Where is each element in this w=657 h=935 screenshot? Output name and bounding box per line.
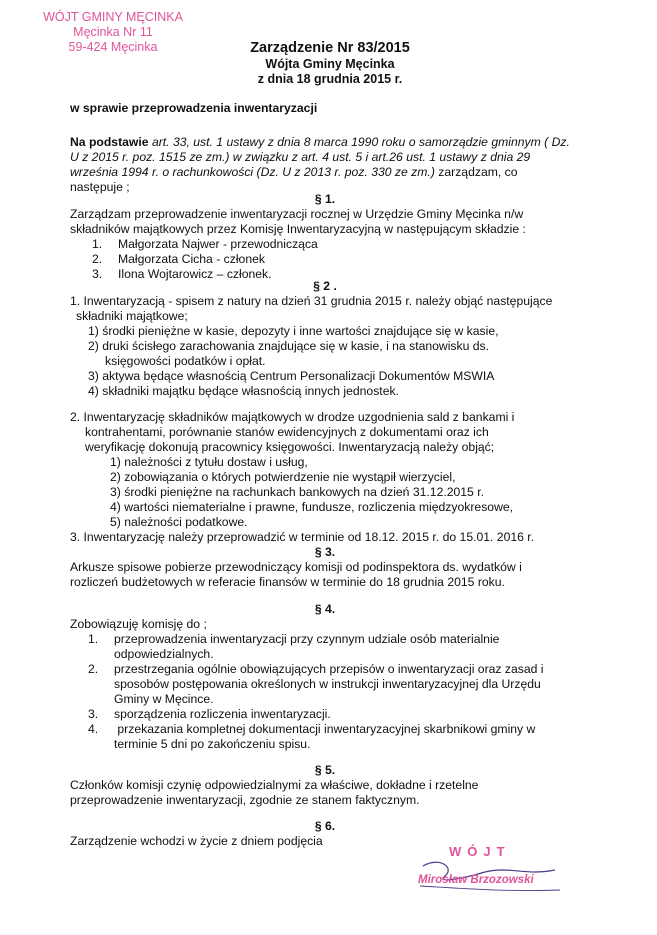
balance-item: 5) należności podatkowe. <box>110 515 248 529</box>
signature-title: WÓJT <box>449 844 511 859</box>
office-stamp <box>38 10 188 55</box>
member-item: 1. Małgorzata Najwer - przewodnicząca <box>92 237 318 251</box>
section-3-heading: § 3. <box>314 545 336 559</box>
section-1-line-1: Zarządzam przeprowadzenie inwentaryzacji rocznej w Urzędzie Gminy Męcinka n/w <box>70 207 524 221</box>
section-2-heading: § 2 . <box>313 279 337 293</box>
asset-item: 4) składniki majątku będące własnością innych jednostek. <box>88 384 399 398</box>
member-item: 3. Ilona Wojtarowicz – członek. <box>92 267 272 281</box>
section-5-line-2: przeprowadzenie inwentaryzacji, zgodnie ze stanem faktycznym. <box>70 793 420 807</box>
duty-item-continuation: sposobów postępowania określonych w instrukcji inwentaryzacyjnej dla Urzędu <box>114 677 541 691</box>
section-3-line-2: rozliczeń budżetowych w referacie finansów w terminie do 18 grudnia 2015 roku. <box>70 575 505 589</box>
balance-item: 3) środki pieniężne na rachunkach bankowych na dzień 31.12.2015 r. <box>110 485 484 499</box>
duty-item: 2. przestrzegania ogólnie obowiązujących przepisów o inwentaryzacji oraz zasad i <box>88 662 544 676</box>
preamble-text-3-tail: zarządzam, co <box>438 165 518 179</box>
preamble-line-3 <box>70 165 518 180</box>
section-6-heading: § 6. <box>314 819 336 833</box>
section-1-line-2: składników majątkowych przez Komisję Inwentaryzacyjną w następującym składzie : <box>70 222 526 236</box>
section-2-p2-line-3: weryfikację dokonują pracownicy księgowości. Inwentaryzacją należy objąć; <box>85 440 495 454</box>
duty-item-continuation: Gminy w Męcince. <box>114 692 214 706</box>
section-2-p3: 3. Inwentaryzację należy przeprowadzić w terminie od 18.12. 2015 r. do 15.01. 2016 r. <box>70 530 535 544</box>
preamble-lead: Na podstawie <box>70 135 149 149</box>
signature-name: Mirosław Brzozowski <box>418 874 534 886</box>
duty-item: 1. przeprowadzenia inwentaryzacji przy czynnym udziale osób materialnie <box>88 632 500 646</box>
section-4-intro: Zobowiązuję komisję do ; <box>70 617 207 631</box>
document-title: Zarządzenie Nr 83/2015 <box>250 40 410 56</box>
preamble-line-1 <box>70 135 570 150</box>
preamble-line-2: U z 2015 r. poz. 1515 ze zm.) w związku z art. 4 ust. 5 i art.26 ust. 1 ustawy z dnia 29 <box>70 150 531 164</box>
asset-item-continuation: księgowości podatków i opłat. <box>105 354 266 368</box>
section-2-p2-line-2: kontrahentami, porównanie stanów ewidencyjnych z dokumentami oraz ich <box>85 425 489 439</box>
section-2-p1-line-2: składniki majątkowe; <box>76 309 188 323</box>
duty-item-continuation: terminie 5 dni po zakończeniu spisu. <box>114 737 311 751</box>
document-subtitle-1: Wójta Gminy Męcinka <box>265 57 395 71</box>
section-3-line-1: Arkusze spisowe pobierze przewodniczący komisji od podinspektora ds. wydatków i <box>70 560 522 574</box>
section-1-heading: § 1. <box>314 192 336 206</box>
document-subtitle-2: z dnia 18 grudnia 2015 r. <box>257 72 403 86</box>
balance-item: 4) wartości niematerialne i prawne, fundusze, rozliczenia międzyokresowe, <box>110 500 514 514</box>
balance-item: 1) należności z tytułu dostaw i usług, <box>110 455 308 469</box>
section-4-heading: § 4. <box>314 602 336 616</box>
section-2-p2-line-1: 2. Inwentaryzację składników majątkowych w drodze uzgodnienia sald z bankami i <box>70 410 515 424</box>
asset-item: 2) druki ścisłego zarachowania znajdujące się w kasie, i na stanowisku ds. <box>88 339 490 353</box>
member-item: 2. Małgorzata Cicha - członek <box>92 252 265 266</box>
asset-item: 3) aktywa będące własnością Centrum Personalizacji Dokumentów MSWIA <box>88 369 495 383</box>
section-6-line-1: Zarządzenie wchodzi w życie z dniem podjęcia <box>70 834 323 848</box>
document-title-block <box>200 40 460 87</box>
preamble-line-4: następuje ; <box>70 180 130 194</box>
duty-item: 4. przekazania kompletnej dokumentacji inwentaryzacyjnej skarbnikowi gminy w <box>88 722 536 736</box>
duty-item: 3. sporządzenia rozliczenia inwentaryzacji. <box>88 707 331 721</box>
asset-item: 1) środki pieniężne w kasie, depozyty i inne wartości znajdujące się w kasie, <box>88 324 499 338</box>
duty-item-continuation: odpowiedzialnych. <box>114 647 214 661</box>
balance-item: 2) zobowiązania o których potwierdzenie nie wystąpił wierzyciel, <box>110 470 456 484</box>
section-5-line-1: Członków komisji czynię odpowiedzialnymi za właściwe, dokładne i rzetelne <box>70 778 479 792</box>
preamble-text-1: art. 33, ust. 1 ustawy z dnia 8 marca 1990 roku o samorządzie gminnym ( Dz. <box>151 135 570 149</box>
section-2-p1-line-1: 1. Inwentaryzacją - spisem z natury na dzień 31 grudnia 2015 r. należy objąć następujące <box>70 294 553 308</box>
stamp-line-3: 59-424 Męcinka <box>68 40 158 54</box>
preamble-text-3: września 1994 r. o rachunkowości (Dz. U z 2013 r. poz. 330 ze zm.) <box>70 165 435 179</box>
document-subject: w sprawie przeprowadzenia inwentaryzacji <box>70 101 318 115</box>
stamp-line-2: Męcinka Nr 11 <box>73 25 153 39</box>
stamp-line-1: WÓJT GMINY MĘCINKA <box>43 10 183 24</box>
section-5-heading: § 5. <box>314 763 336 777</box>
